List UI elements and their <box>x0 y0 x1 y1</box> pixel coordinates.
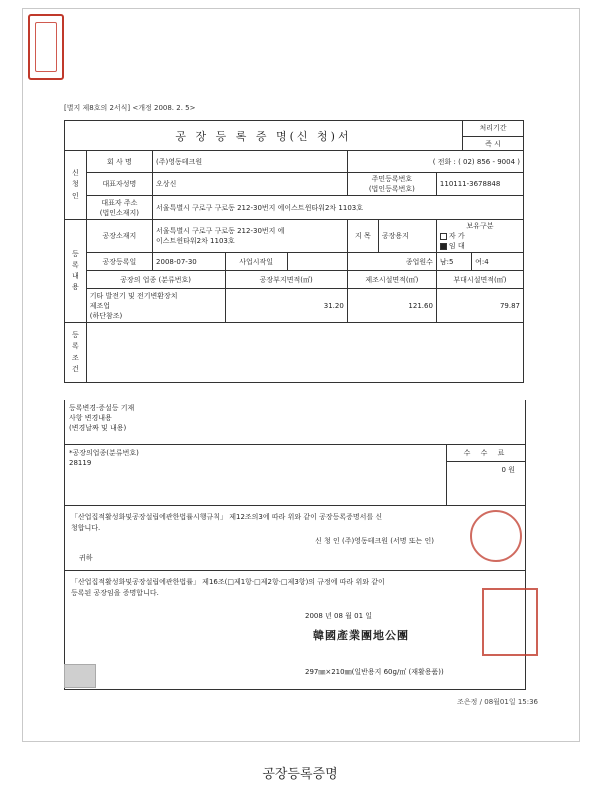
red-seal-stamp-icon <box>28 14 64 80</box>
regdate-label: 공장등록일 <box>86 253 152 271</box>
fee-value: 0 원 <box>501 466 515 474</box>
period-value: 즉 시 <box>485 139 501 148</box>
industry-line-1: 기타 발전기 및 전기변환장치 <box>89 291 178 300</box>
document-title: 공 장 등 록 증 명(신 청)서 <box>175 130 352 143</box>
own-option-label: 자 가 <box>448 232 465 240</box>
regno-label-1: 주민등록번호 <box>371 175 413 183</box>
factory-area-header: 제조시설면적(㎡) <box>347 271 436 289</box>
title-bar <box>64 120 524 151</box>
land-area-header: 공장부지면적(㎡) <box>225 271 347 289</box>
issuer-seal-stamp-icon <box>482 588 538 656</box>
land-area-value: 31.20 <box>225 289 347 323</box>
factory-area-value: 121.60 <box>347 289 436 323</box>
page-caption: 공장등록증명 <box>262 767 338 782</box>
ownership-cell <box>436 220 523 253</box>
industry-line-2: 제조업 <box>89 301 111 310</box>
declaration-line-1: 「산업집적활성화및공장설립에관한법률시행규칙」 제12조의3에 따라 위와 같이 공장등록증명서를 신 <box>71 513 383 521</box>
address-label <box>86 196 152 220</box>
fee-label: 수 수 료 <box>447 445 525 462</box>
checkbox-filled-icon <box>440 243 447 250</box>
regno-value: 110111-3678848 <box>436 173 523 196</box>
changes-label-3: (변경날짜 및 내용) <box>69 423 127 432</box>
registration-table <box>64 150 524 383</box>
scan-mark-icon <box>64 664 96 688</box>
changes-row <box>65 400 525 445</box>
ownership-option-own <box>440 231 520 241</box>
bizstart-value <box>287 253 347 271</box>
fee-row <box>65 445 525 506</box>
ownership-label: 보유구분 <box>466 222 494 230</box>
lower-section <box>64 400 526 690</box>
industry-note-label: *공장의업종(분류번호) <box>69 449 139 457</box>
certification-line-2: 등록된 공장임을 증명합니다. <box>71 589 159 597</box>
regno-label-2: (법인등록번호) <box>368 185 415 193</box>
location-value <box>153 220 348 253</box>
industry-header: 공장의 업종 (분류번호) <box>86 271 225 289</box>
issue-info: 조은정 / 08월01일 15:36 <box>457 698 538 706</box>
land-label: 지 목 <box>347 220 378 253</box>
fee-box <box>446 445 525 505</box>
location-value-1: 서울특별시 구로구 구로동 212-30번지 에 <box>156 227 285 235</box>
rep-label: 대표자성명 <box>86 173 152 196</box>
changes-label-2: 사항 변경내용 <box>69 413 112 422</box>
company-label: 회 사 명 <box>86 151 152 173</box>
issuer-name: 韓國產業團地公團 <box>313 629 409 642</box>
address-label-1: 대표자 주소 <box>101 198 138 207</box>
ownership-option-lease <box>440 241 520 251</box>
round-seal-stamp-icon <box>470 510 522 562</box>
aux-area-value: 79.87 <box>436 289 523 323</box>
paper-note: 297㎜×210㎜(일반용지 60g/㎡ (재활용품)) <box>305 668 444 676</box>
industry-line-3: (하단참조) <box>89 311 123 320</box>
bizstart-label: 사업시작일 <box>225 253 287 271</box>
regno-label <box>347 173 436 196</box>
location-label: 공장소재지 <box>86 220 152 253</box>
employees-male: 남:5 <box>436 253 471 271</box>
aux-area-header: 부대시설면적(㎡) <box>436 271 523 289</box>
certification-line-1: 「산업집적활성화및공장설립에관한법률」 제16조(□제1항·□제2항·□제3항)의 규정에 따라 위와 같이 <box>71 578 385 586</box>
conditions-value <box>86 323 523 383</box>
company-value: (주)영동테크원 <box>153 151 348 173</box>
land-value: 공장용지 <box>378 220 436 253</box>
location-value-2: 이스트윈타워2차 1103호 <box>156 237 235 245</box>
changes-label <box>65 400 183 444</box>
industry-value <box>86 289 225 323</box>
registration-side-label: 등 록 내 용 <box>65 220 87 323</box>
changes-label-1: 등록변경·증설등 기재 <box>69 404 135 412</box>
processing-period <box>462 121 523 151</box>
applicant-side-label: 신 청 인 <box>65 151 87 220</box>
rep-value: 오상신 <box>153 173 348 196</box>
declaration-line-2: 청합니다. <box>71 524 101 532</box>
address-label-2: (법인소재지) <box>99 208 140 217</box>
industry-code: 28119 <box>69 458 92 467</box>
employees-female: 여:4 <box>472 253 524 271</box>
certification-block <box>65 571 525 689</box>
declaration-applicant: 신 청 인 (주)영동테크원 (서명 또는 인) <box>315 537 434 545</box>
period-label: 처리기간 <box>463 121 523 137</box>
declaration-block <box>65 506 525 571</box>
phone-value: ( 전화 : ( 02) 856 - 9004 ) <box>347 151 523 173</box>
form-number: [별지 제8호의 2서식] <개정 2008. 2. 5> <box>64 104 196 112</box>
declaration-to: 귀하 <box>79 554 93 562</box>
industry-note <box>65 445 446 505</box>
regdate-value: 2008-07-30 <box>153 253 226 271</box>
checkbox-empty-icon <box>440 233 447 240</box>
address-value: 서울특별시 구로구 구로동 212-30번지 에이스트윈타워2차 1103호 <box>153 196 524 220</box>
employees-label: 종업원수 <box>347 253 436 271</box>
conditions-side-label: 등 록 조 건 <box>65 323 87 383</box>
certification-date: 2008 년 08 월 01 일 <box>305 612 373 620</box>
lease-option-label: 임 대 <box>448 242 465 250</box>
